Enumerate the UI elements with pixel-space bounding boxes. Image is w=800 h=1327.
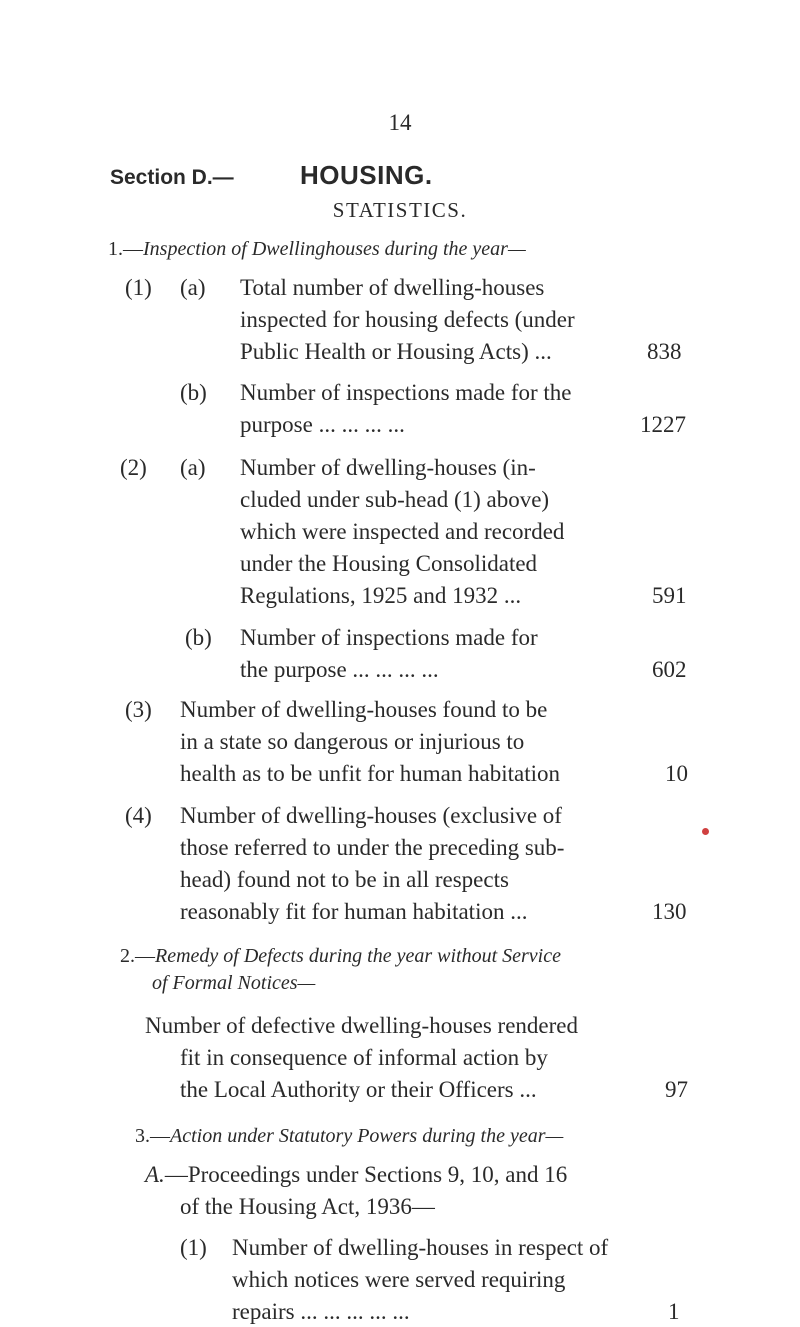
statistics-heading: STATISTICS. (332, 198, 468, 222)
part3-item1-line-2: which notices were served requiring (232, 1267, 566, 1292)
part3-heading (135, 1125, 563, 1148)
item3-line-3: health as to be unfit for human habitation (180, 761, 561, 786)
item2a-line-4: under the Housing Consolidated (240, 551, 538, 576)
item1b-marker: (b) (180, 380, 207, 405)
item1a-line-1: Total number of dwelling-houses (240, 275, 545, 300)
item3-line-2: in a state so dangerous or injurious to (180, 729, 525, 754)
item1a-value: 838 (647, 339, 682, 364)
part2-line-3: the Local Authority or their Officers ... (180, 1077, 537, 1102)
section-label: Section D.— (110, 166, 234, 189)
item4-line-4: reasonably fit for human habitation ... (180, 899, 528, 924)
item1b-line-2: purpose ... ... ... ... (240, 412, 405, 437)
item2b-line-2: the purpose ... ... ... ... (240, 657, 439, 682)
part3-subA-line-1: —Proceedings under Sections 9, 10, and 16 (164, 1162, 568, 1187)
part3-item1-line-3: repairs ... ... ... ... ... (232, 1299, 410, 1324)
item2b-marker: (b) (185, 625, 212, 650)
item4-marker: (4) (125, 803, 152, 828)
part2-heading-line-1: Remedy of Defects during the year without Service (155, 945, 561, 967)
item1b-value: 1227 (640, 412, 686, 437)
item2-marker: (2) (120, 455, 147, 480)
item4-value: 130 (652, 899, 687, 924)
page-number: 14 (388, 110, 412, 135)
part2-heading-number: 2.— (120, 945, 155, 967)
item1a-line-2: inspected for housing defects (under (240, 307, 575, 332)
item4-line-1: Number of dwelling-houses (exclusive of (180, 803, 562, 828)
part3-subA-label: A. (145, 1162, 165, 1187)
item2a-line-1: Number of dwelling-houses (in- (240, 455, 536, 480)
part1-heading-number: 1.— (108, 238, 143, 260)
section-title: HOUSING. (300, 160, 433, 190)
part2-line-1: Number of defective dwelling-houses rendered (145, 1013, 579, 1038)
item2a-line-5: Regulations, 1925 and 1932 ... (240, 583, 522, 608)
part3-heading-text: Action under Statutory Powers during the year— (170, 1125, 564, 1147)
item3-marker: (3) (125, 697, 152, 722)
item1b-line-1: Number of inspections made for the (240, 380, 572, 405)
part2-heading-line-2: of Formal Notices— (152, 972, 316, 994)
item1-marker: (1) (125, 275, 152, 300)
item4-line-3: head) found not to be in all respects (180, 867, 509, 892)
item2b-value: 602 (652, 657, 687, 682)
part3-subA (145, 1162, 567, 1188)
part1-heading (108, 238, 526, 261)
part3-item1-line-1: Number of dwelling-houses in respect of (232, 1235, 609, 1260)
item2a-value: 591 (652, 583, 687, 608)
item1a-marker: (a) (180, 275, 206, 300)
part2-heading (120, 945, 561, 968)
part2-heading-cont (152, 972, 315, 995)
item3-line-1: Number of dwelling-houses found to be (180, 697, 548, 722)
item3-value: 10 (665, 761, 688, 786)
item4-line-2: those referred to under the preceding sub- (180, 835, 565, 860)
item2a-line-3: which were inspected and recorded (240, 519, 565, 544)
part2-value: 97 (665, 1077, 688, 1102)
item2a-line-2: cluded under sub-head (1) above) (240, 487, 550, 512)
item2b-line-1: Number of inspections made for (240, 625, 538, 650)
part3-subA-line-2: of the Housing Act, 1936— (180, 1194, 435, 1219)
part2-line-2: fit in consequence of informal action by (180, 1045, 548, 1070)
part1-heading-text: Inspection of Dwellinghouses during the year— (143, 238, 526, 260)
item2a-marker: (a) (180, 455, 206, 480)
part3-heading-number: 3.— (135, 1125, 170, 1147)
part3-item1-value: 1 (668, 1299, 680, 1324)
item1a-line-3: Public Health or Housing Acts) ... (240, 339, 552, 364)
ink-mark (702, 828, 709, 835)
part3-item1-marker: (1) (180, 1235, 207, 1260)
